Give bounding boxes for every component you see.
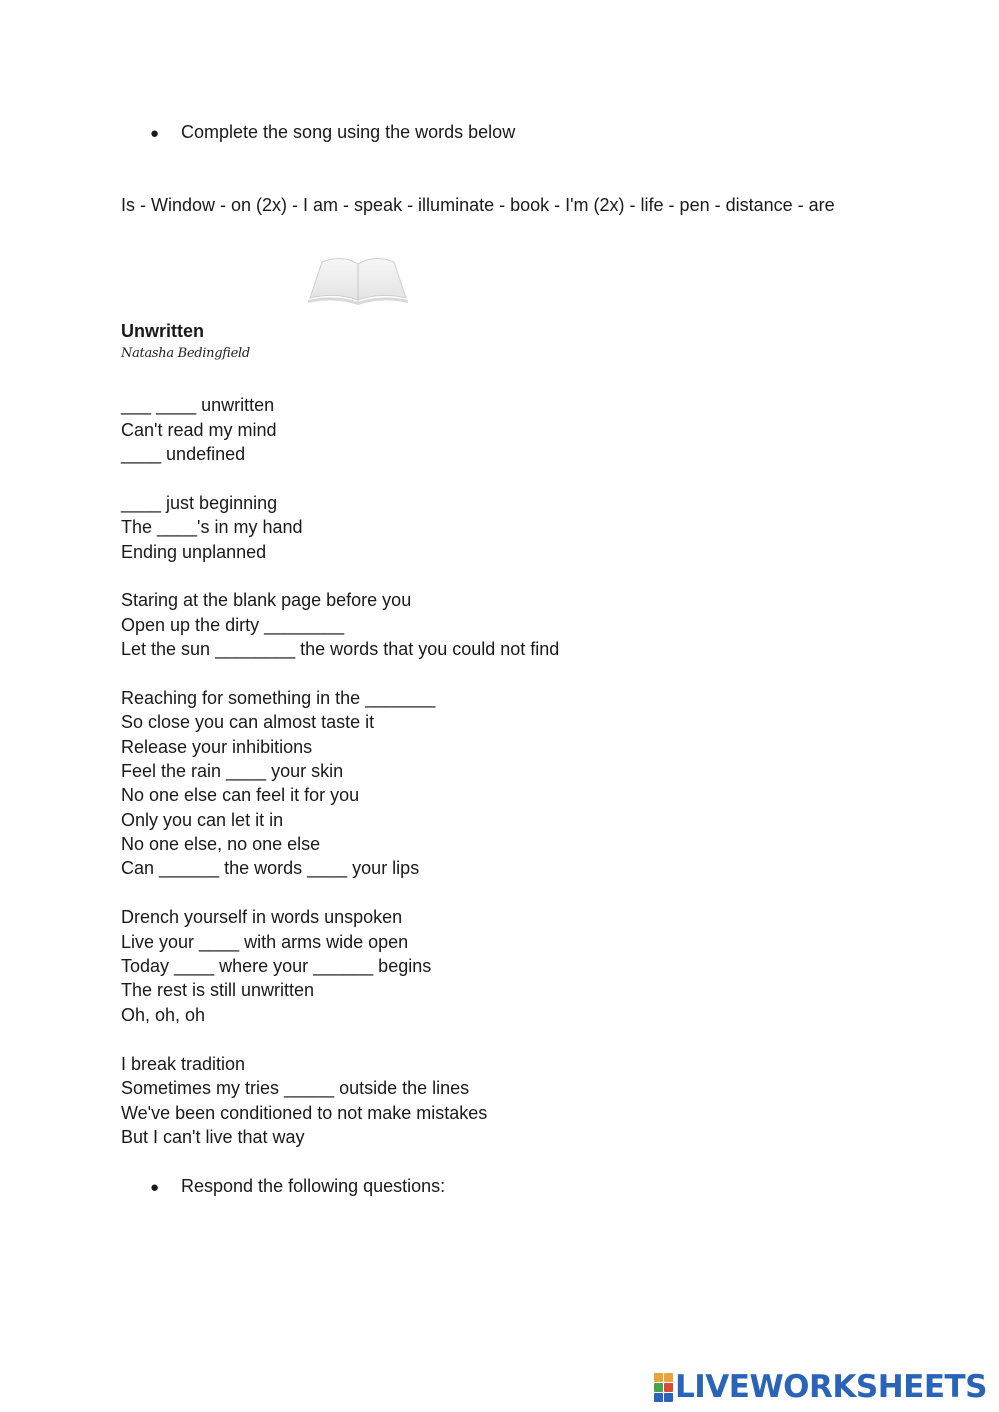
logo-blocks-icon [654, 1373, 673, 1402]
song-title: Unwritten [121, 321, 204, 341]
lyric-line: Can't read my mind [121, 420, 277, 440]
lyric-line: Release your inhibitions [121, 737, 313, 757]
bullet-dot-icon: ● [150, 125, 160, 142]
lyric-line: Only you can let it in [121, 810, 284, 830]
lyric-line: The rest is still unwritten [121, 980, 315, 1000]
song-artist: Natasha Bedingfield [121, 346, 250, 361]
liveworksheets-logo[interactable] [654, 1370, 987, 1404]
lyric-line: Reaching for something in the _______ [121, 688, 436, 708]
lyric-line: Oh, oh, oh [121, 1005, 206, 1025]
lyric-line: Open up the dirty ________ [121, 615, 345, 635]
lyric-line: The ____'s in my hand [121, 517, 303, 537]
lyric-line: Drench yourself in words unspoken [121, 907, 403, 927]
lyric-line: Sometimes my tries _____ outside the lines [121, 1078, 470, 1098]
bullet-dot-icon: ● [150, 1179, 160, 1196]
lyric-line: Staring at the blank page before you [121, 590, 412, 610]
lyric-line: Feel the rain ____ your skin [121, 761, 344, 781]
lyric-line: Today ____ where your ______ begins [121, 956, 432, 976]
lyric-line: ____ undefined [121, 444, 246, 464]
lyric-line: Can ______ the words ____ your lips [121, 858, 420, 878]
logo-text: LIVEWORKSHEETS [675, 1369, 987, 1405]
lyric-line: No one else, no one else [121, 834, 321, 854]
word-bank: Is - Window - on (2x) - I am - speak - illuminate - book - I'm (2x) - life - pen - distance - are [121, 195, 835, 215]
instruction-bullet-1 [150, 120, 515, 146]
instruction-bullet-2 [150, 1174, 445, 1200]
lyric-line: But I can't live that way [121, 1127, 305, 1147]
lyric-line: ___ ____ unwritten [121, 395, 275, 415]
lyric-line: Ending unplanned [121, 542, 267, 562]
open-book-icon [304, 250, 412, 306]
lyric-line: Live your ____ with arms wide open [121, 932, 409, 952]
instruction-text-1: Complete the song using the words below [181, 122, 516, 142]
lyric-line: I break tradition [121, 1054, 246, 1074]
lyric-line: Let the sun ________ the words that you could not find [121, 639, 560, 659]
lyric-line: ____ just beginning [121, 493, 278, 513]
instruction-text-2: Respond the following questions: [181, 1176, 446, 1196]
lyric-line: So close you can almost taste it [121, 712, 375, 732]
lyric-line: We've been conditioned to not make mistakes [121, 1103, 488, 1123]
lyric-line: No one else can feel it for you [121, 785, 360, 805]
